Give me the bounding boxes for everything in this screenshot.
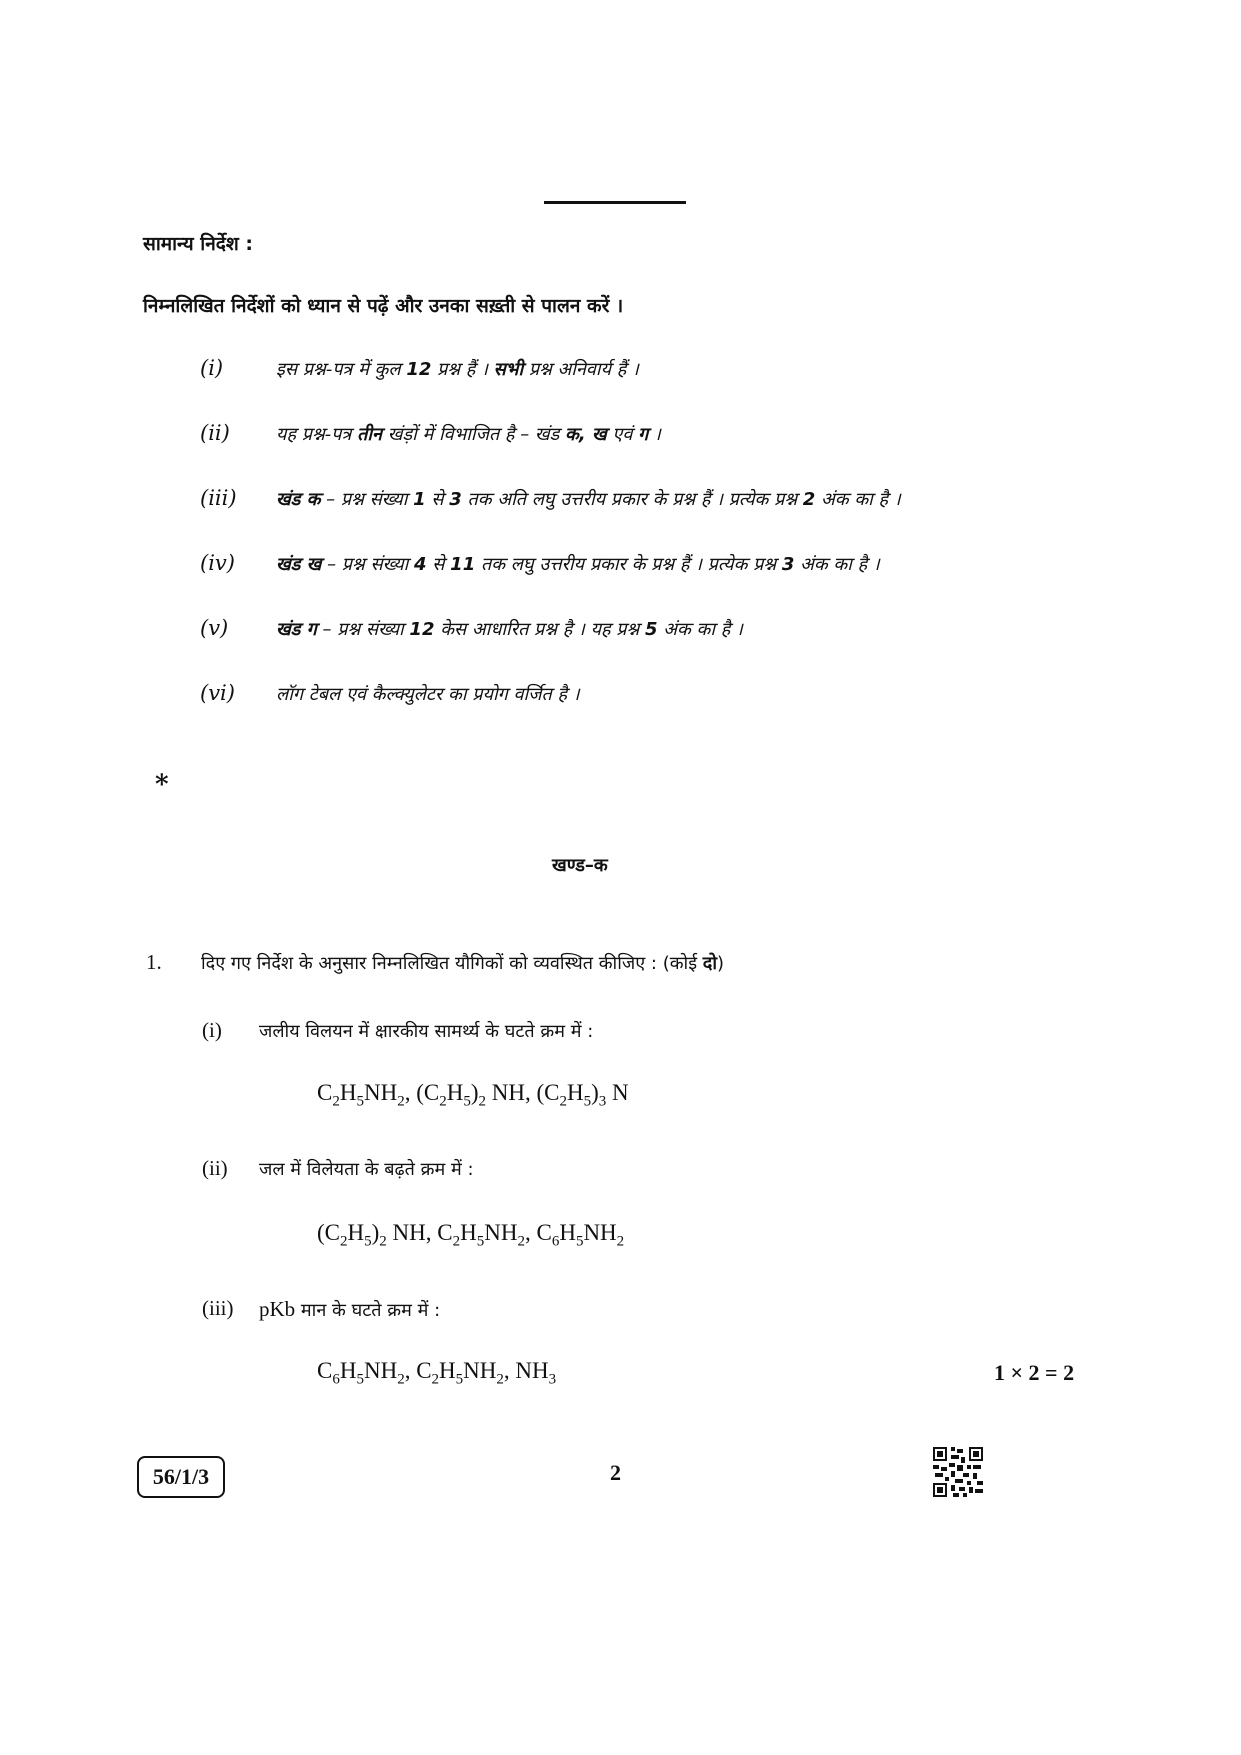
formula-line: $(C_2H_5)_2$ NH, $C_2H_5NH_2$, $C_6H_5NH_2$ bbox=[317, 1220, 625, 1250]
instruction-text: यह प्रश्न-पत्र तीन खंड़ों में विभाजित है – खंड क, ख एवं ग । bbox=[276, 424, 661, 445]
formula-line: $C_6H_5NH_2$, $C_2H_5NH_2$, $NH_3$ bbox=[317, 1358, 557, 1388]
sub-question-text: pKb मान के घटते क्रम में : bbox=[259, 1297, 441, 1321]
sub-question-text: जल में विलेयता के बढ़ते क्रम में : bbox=[259, 1159, 474, 1180]
general-instructions-title: सामान्य निर्देश : bbox=[143, 233, 253, 255]
instruction-num: (vi) bbox=[200, 681, 235, 705]
question-text: दिए गए निर्देश के अनुसार निम्नलिखित यौगिकों को व्यवस्थित कीजिए : (कोई दो) bbox=[201, 953, 725, 974]
general-instructions-intro: निम्नलिखित निर्देशों को ध्यान से पढ़ें और उनका सख़्ती से पालन करें । bbox=[143, 295, 624, 317]
qr-code-icon bbox=[933, 1447, 983, 1497]
question-number: 1. bbox=[146, 950, 162, 974]
instruction-num: (i) bbox=[200, 356, 224, 380]
instruction-text: खंड ग – प्रश्न संख्या 12 केस आधारित प्रश्न है । यह प्रश्न 5 अंक का है । bbox=[276, 619, 743, 640]
formula-line: $C_2H_5NH_2$, $(C_2H_5)_2$ NH, $(C_2H_5)_3$ N bbox=[317, 1080, 629, 1110]
sub-question-num: (ii) bbox=[202, 1156, 228, 1180]
instruction-text: खंड क – प्रश्न संख्या 1 से 3 तक अति लघु उत्तरीय प्रकार के प्रश्न हैं । प्रत्येक प्रश्न 2 अंक का है । bbox=[276, 489, 901, 510]
sub-question-num: (iii) bbox=[202, 1296, 234, 1320]
question-marks: 1 × 2 = 2 bbox=[994, 1360, 1075, 1385]
instruction-num: (iii) bbox=[200, 486, 237, 510]
asterisk-mark: * bbox=[155, 770, 169, 800]
sub-question-num: (i) bbox=[202, 1018, 222, 1042]
instruction-text: लॉग टेबल एवं कैल्क्युलेटर का प्रयोग वर्जित है । bbox=[276, 684, 580, 705]
instruction-num: (iv) bbox=[200, 551, 235, 575]
paper-code-badge: 56/1/3 bbox=[137, 1456, 225, 1498]
section-title: खण्ड–क bbox=[552, 855, 608, 876]
page-number: 2 bbox=[610, 1460, 621, 1485]
instruction-num: (v) bbox=[200, 616, 229, 640]
top-rule bbox=[544, 201, 686, 204]
instruction-num: (ii) bbox=[200, 421, 230, 445]
instruction-text: खंड ख – प्रश्न संख्या 4 से 11 तक लघु उत्तरीय प्रकार के प्रश्न हैं । प्रत्येक प्रश्न 3 अंक का है । bbox=[276, 554, 880, 575]
sub-question-text: जलीय विलयन में क्षारकीय सामर्थ्य के घटते क्रम में : bbox=[259, 1021, 594, 1042]
instruction-text: इस प्रश्न-पत्र में कुल 12 प्रश्न हैं । सभी प्रश्न अनिवार्य हैं । bbox=[276, 359, 639, 380]
